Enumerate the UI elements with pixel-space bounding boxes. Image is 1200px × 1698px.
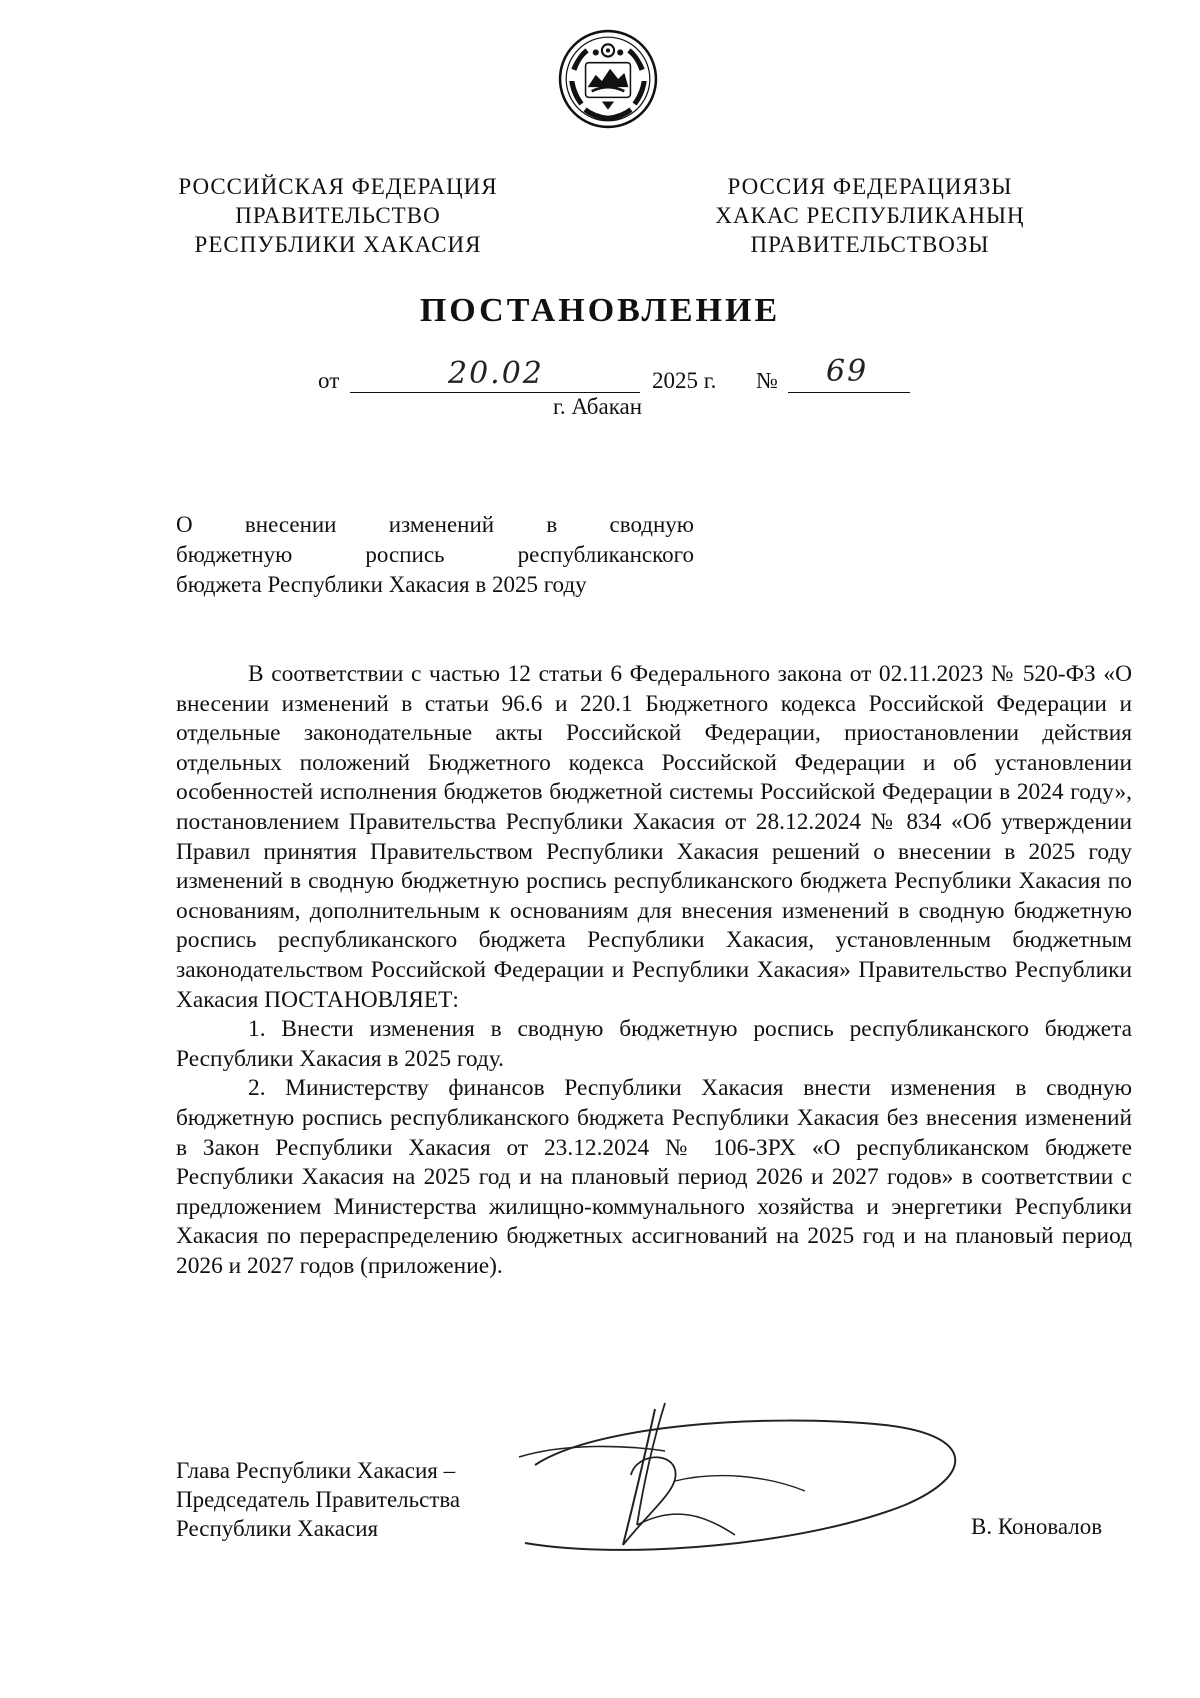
document-subject	[176, 510, 694, 600]
signatory-name: В. Коновалов	[971, 1514, 1103, 1539]
signatory-position-line-2: Председатель Правительства	[176, 1487, 461, 1512]
header-right	[700, 172, 1040, 259]
coat-of-arms-icon	[557, 28, 659, 130]
header-left-line-2: ПРАВИТЕЛЬСТВО	[235, 203, 441, 228]
header-left	[168, 172, 508, 259]
document-city: г. Абакан	[553, 394, 643, 419]
signatory-position-line-1: Глава Республики Хакасия –	[176, 1458, 456, 1483]
handwritten-signature	[505, 1395, 980, 1570]
subject-line-3: бюджета Республики Хакасия в 2025 году	[176, 572, 587, 597]
header-right-line-2: ХАКАС РЕСПУБЛИКАНЫҢ	[715, 203, 1025, 228]
header-left-line-1: РОССИЙСКАЯ ФЕДЕРАЦИЯ	[178, 174, 498, 199]
from-label: от	[318, 368, 340, 393]
document-body	[176, 660, 1132, 1281]
subject-line-1: О внесении изменений в сводную	[176, 512, 694, 537]
body-paragraph-1: В соответствии с частью 12 статьи 6 Федерального закона от 02.11.2023 № 520-ФЗ «О внесении изменений в статьи 96.6 и 220.1 Бюджетного кодекса Российской Федерации и отдельные законодательные акты Российской Федерации, приостановлении действия отдельных положений Бюджетного кодекса Российской Федерации и об установлении особенностей исполнения бюджетов бюджетной системы Российской Федерации в 2024 году», постановлением Правительства Республики Хакасия от 28.12.2024 № 834 «Об утверждении Правил принятия Правительством Республики Хакасия решений о внесении в 2025 году изменений в сводную бюджетную роспись республиканского бюджета Республики Хакасия по основаниям, дополнительным к основаниям для внесения изменений в сводную бюджетную роспись республиканского бюджета Республики Хакасия, установленным бюджетным законодательством Российской Федерации и Республики Хакасия» Правительство Республики Хакасия ПОСТАНОВЛЯЕТ:	[176, 661, 1132, 1013]
number-label: №	[756, 368, 778, 393]
document-title: ПОСТАНОВЛЕНИЕ	[419, 292, 781, 329]
header-left-line-3: РЕСПУБЛИКИ ХАКАСИЯ	[194, 232, 482, 257]
header-right-line-1: РОССИЯ ФЕДЕРАЦИЯЗЫ	[727, 174, 1013, 199]
signatory-position-line-3: Республики Хакасия	[176, 1516, 379, 1541]
body-paragraph-2: 1. Внести изменения в сводную бюджетную роспись республиканского бюджета Республики Хакасия в 2025 году.	[176, 1016, 1132, 1072]
body-paragraph-3: 2. Министерству финансов Республики Хакасия внести изменения в сводную бюджетную роспись республиканского бюджета Республики Хакасия без внесения изменений в Закон Республики Хакасия от 23.12.2024 № 106-ЗРХ «О республиканском бюджете Республики Хакасия на 2025 год и на плановый период 2026 и 2027 годов» в соответствии с предложением Министерства жилищно-коммунального хозяйства и энергетики Республики Хакасия по перераспределению бюджетных ассигнований на 2025 год и на плановый период 2026 и 2027 годов (приложение).	[176, 1075, 1132, 1279]
subject-line-2: бюджетную роспись республиканского	[176, 542, 694, 567]
signatory-position	[176, 1456, 460, 1543]
document-date: 20.02	[448, 356, 544, 391]
header-right-line-3: ПРАВИТЕЛЬСТВОЗЫ	[750, 232, 990, 257]
year-label: 2025 г.	[652, 368, 717, 393]
document-number: 69	[826, 354, 869, 389]
